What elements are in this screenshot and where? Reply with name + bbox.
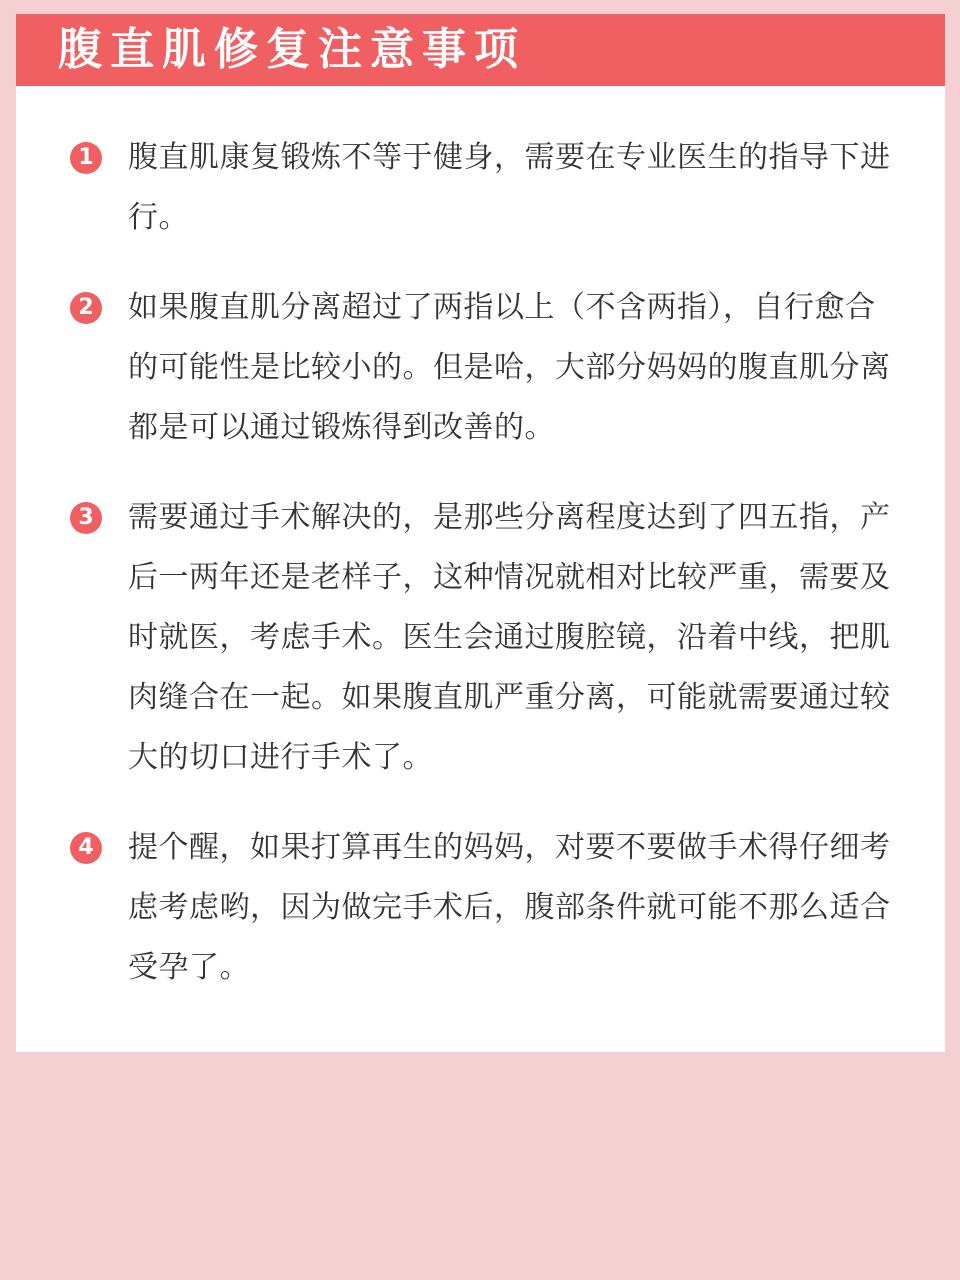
title-banner (16, 14, 945, 86)
notes-list (16, 128, 945, 998)
number-badge: 2 (70, 292, 102, 324)
item-text: 需要通过手术解决的，是那些分离程度达到了四五指，产后一两年还是老样子，这种情况就相对比较严重，需要及时就医，考虑手术。医生会通过腹腔镜，沿着中线，把肌肉缝合在一起。如果腹直肌严重分离，可能就需要通过较大的切口进行手术了。 (128, 500, 891, 775)
item-text: 腹直肌康复锻炼不等于健身，需要在专业医生的指导下进行。 (128, 140, 891, 235)
item-text: 如果腹直肌分离超过了两指以上（不含两指），自行愈合的可能性是比较小的。但是哈，大部分妈妈的腹直肌分离都是可以通过锻炼得到改善的。 (128, 290, 891, 445)
item-text: 提个醒，如果打算再生的妈妈，对要不要做手术得仔细考虑考虑哟，因为做完手术后，腹部条件就可能不那么适合受孕了。 (128, 830, 891, 985)
number-badge: 4 (70, 832, 102, 864)
list-item (16, 818, 945, 998)
number-badge: 1 (70, 142, 102, 174)
list-item (16, 488, 945, 788)
content-card (16, 14, 945, 1052)
list-item (16, 128, 945, 248)
list-item (16, 278, 945, 458)
number-badge: 3 (70, 502, 102, 534)
page-title: 腹直肌修复注意事项 (58, 24, 526, 75)
